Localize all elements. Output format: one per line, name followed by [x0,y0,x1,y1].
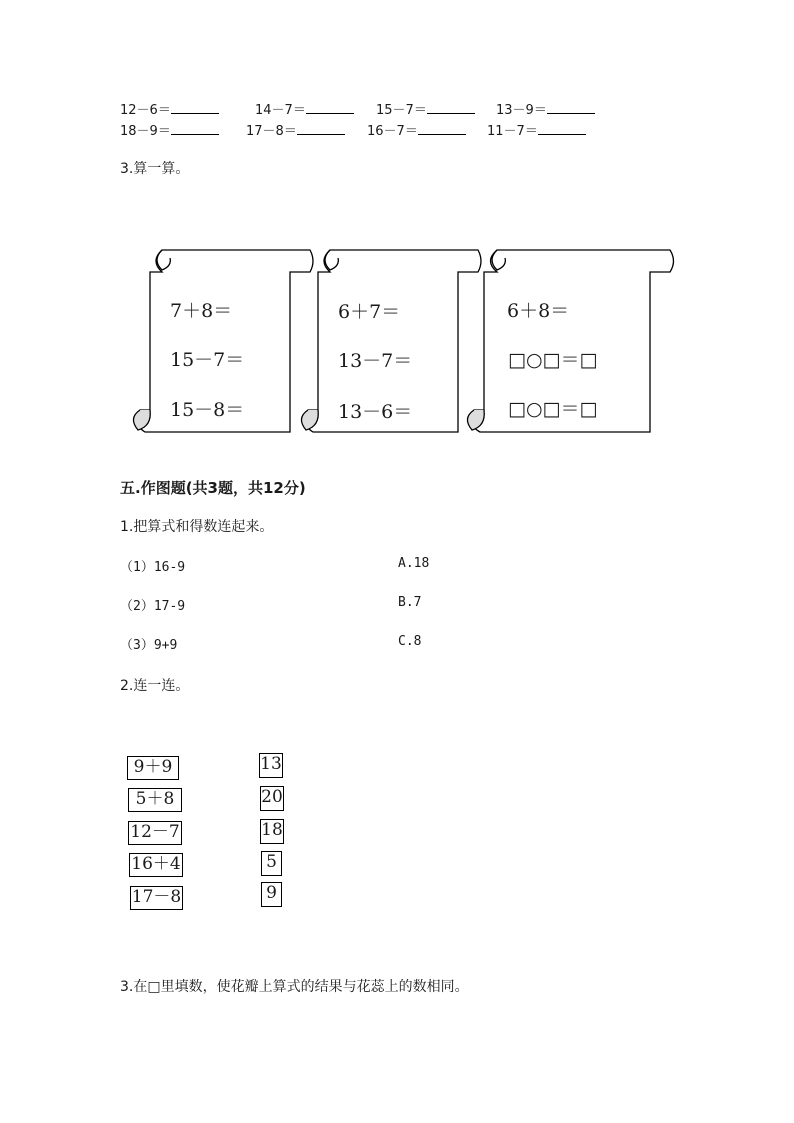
q2-right-box-2[interactable]: 20 [260,786,284,811]
scroll-3-line-3[interactable]: □○□＝□ [508,398,598,420]
q1-title: 1.把算式和得数连起来。 [120,519,274,535]
scroll-1-line-1: 7＋8＝ [170,300,233,322]
q2-left-box-2[interactable]: 5＋8 [128,788,182,812]
exercise-item: 14－7＝ [255,99,354,118]
exercise-item: 12－6＝ [120,99,219,118]
exercise-item: 16－7＝ [367,120,466,139]
scroll-1-line-2: 15－7＝ [170,349,245,371]
exercise-item: 17－8＝ [246,120,345,139]
q1-left-2[interactable]: （2）17-9 [120,599,186,614]
exercise-item: 18－9＝ [120,120,219,139]
q2-left-box-3[interactable]: 12－7 [128,821,182,845]
q1-left-3[interactable]: （3）9+9 [120,638,178,653]
scroll-2-line-3: 13－6＝ [338,401,413,423]
q2-right-box-1[interactable]: 13 [259,753,283,778]
q2-right-box-3[interactable]: 18 [260,819,284,844]
scroll-1-line-3: 15－8＝ [170,399,245,421]
q1-left-1[interactable]: （1）16-9 [120,560,186,575]
exercise-item: 15－7＝ [376,99,475,118]
q2-right-box-5[interactable]: 9 [261,882,282,907]
q3-flower-title: 3.在□里填数，使花瓣上算式的结果与花蕊上的数相同。 [120,979,469,995]
scroll-2-line-2: 13－7＝ [338,350,413,372]
scroll-2-line-1: 6＋7＝ [338,301,401,323]
exercise-item: 13－9＝ [496,99,595,118]
scroll-3-line-2[interactable]: □○□＝□ [508,349,598,371]
scroll-3-line-1: 6＋8＝ [507,300,570,322]
q1-right-c[interactable]: C.8 [398,634,422,649]
calc-title: 3.算一算。 [120,161,190,177]
q2-title: 2.连一连。 [120,678,190,694]
q2-left-box-1[interactable]: 9＋9 [127,756,179,780]
exercise-item: 11－7＝ [487,120,586,139]
q1-right-a[interactable]: A.18 [398,556,430,571]
q2-left-box-4[interactable]: 16＋4 [129,853,183,877]
section-title: 五.作图题(共3题，共12分) [120,479,306,497]
q2-left-box-5[interactable]: 17－8 [130,886,183,910]
q1-right-b[interactable]: B.7 [398,595,422,610]
scroll-illustrations [0,0,794,460]
q2-right-box-4[interactable]: 5 [261,851,282,876]
